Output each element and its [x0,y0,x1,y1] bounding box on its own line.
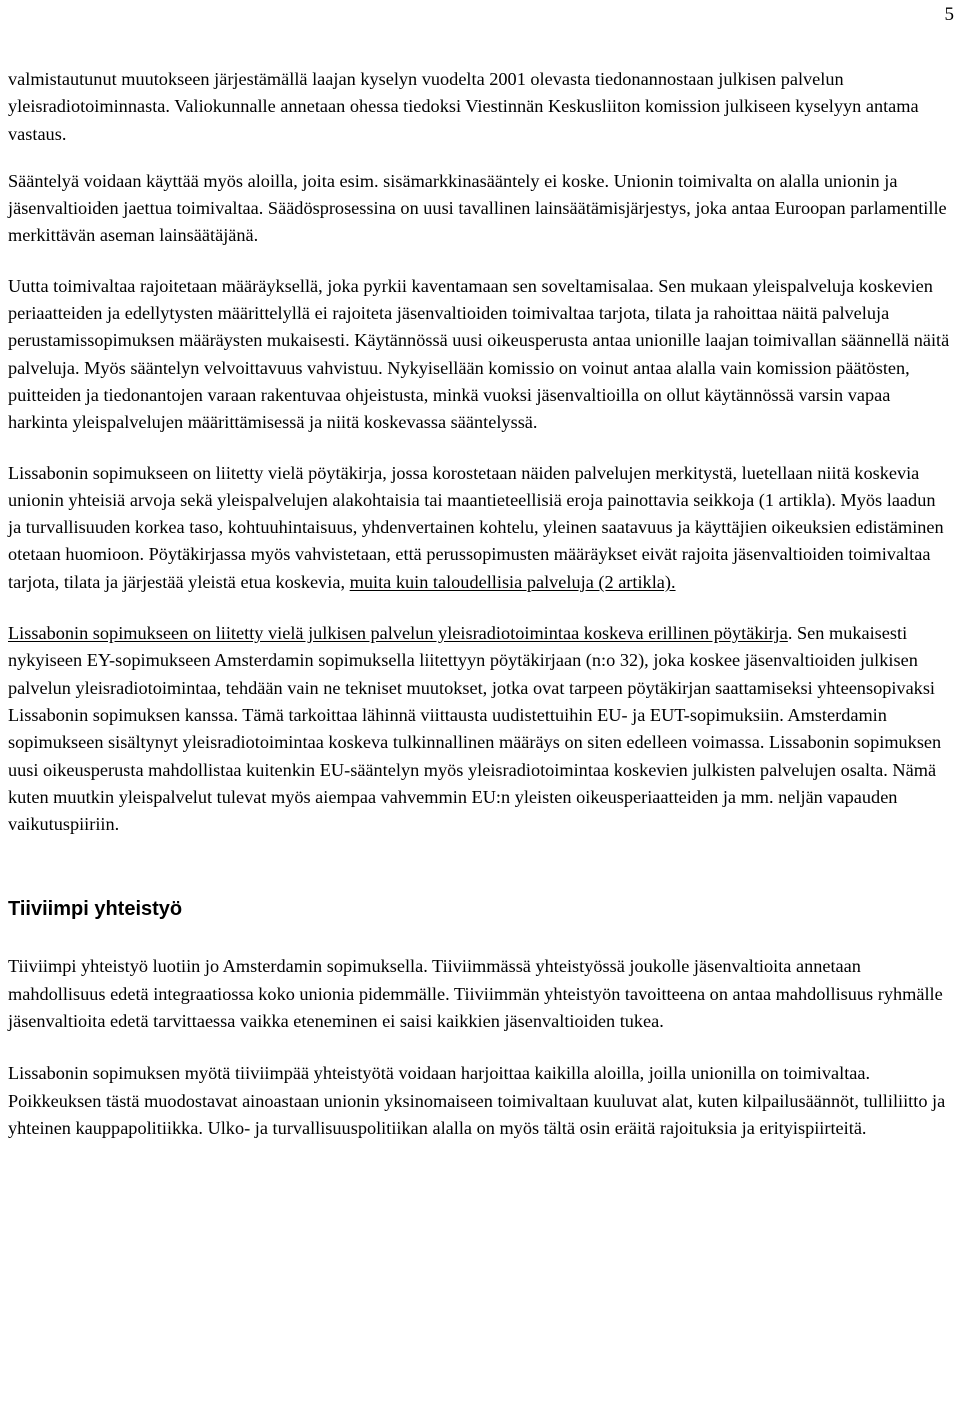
paragraph-broadcasting-protocol [8,620,950,838]
paragraph-new-competence-limits: Uutta toimivaltaa rajoitetaan määräyksellä, joka pyrkii kaventamaan sen soveltamisalaa. Sen mukaan yleispalveluja koskevien periaatteiden ja edellytysten määrittelyllä ei rajoiteta jäsenvaltioiden toimivaltaa tarjota, tilata ja rahoittaa näitä palveluja perustamissopimuksen määräysten mukaisesti. Käytännössä uusi oikeusperusta antaa unionille laajan toimivallan säännellä näitä palveluja. Myös sääntelyn velvoittavuus vahvistuu. Nykyisellään komissio on voinut antaa alalla vain komission päätösten, puitteiden ja tiedonantojen varaan rakentuvaa ohjeistusta, minkä vuoksi jäsenvaltioilla on ollut käytännössä varsin vapaa harkinta yleispalvelujen määrittämisessä ja niitä koskevassa sääntelyssä. [8,275,950,433]
paragraph-broadcasting-protocol-text: . Sen mukaisesti nykyiseen EY-sopimukseen Amsterdamin sopimuksella liitettyyn pöytäkirjaan (n:o 32), joka koskee jäsenvaltioiden julkisen palvelun yleisradiotoimintaa, tehdään vain ne tekniset muutokset, jotka ovat tarpeen pöytäkirjan saattamiseksi yhteensopivaksi Lissabonin sopimuksen kanssa. Tämä tarkoittaa lähinnä viittausta uudistettuihin EU- ja EUT-sopimuksiin. Amsterdamin sopimukseen sisältynyt yleisradiotoimintaa koskeva tulkinnallinen määräys on siten edelleen voimassa. Lissabonin sopimuksen uusi oikeusperusta mahdollistaa kuitenkin EU-sääntelyn myös yleisradiotoimintaa koskevien julkisten palvelujen osalta. Nämä kuten muutkin yleispalvelut tulevat myös aiempaa vahvemmin EU:n yleisten oikeusperiaatteiden ja mm. neljän vapauden vaikutuspiiriin. [8,623,942,835]
paragraph-protocol-services-text: Lissabonin sopimukseen on liitetty vielä pöytäkirja, jossa korostetaan näiden palvelujen merkitystä, luetellaan niitä koskevia unionin yhteisiä arvoja sekä yleispalvelujen alakohtaisia tai maantieteellisiä eroja painottavia seikkoja (1 artikla). Myös laadun ja turvallisuuden korkea taso, kohtuuhintaisuus, yhdenvertainen kohtelu, yleinen saatavuus ja käyttäjien oikeuksien edistäminen otetaan huomioon. Pöytäkirjassa myös vahvistetaan, että perussopimusten määräykset eivät rajoita jäsenvaltioiden toimivaltaa tarjota, tilata ja järjestää yleistä etua koskevia, [8,462,944,592]
paragraph-protocol-services [8,460,950,596]
page-number: 5 [944,4,954,25]
paragraph-enhanced-cooperation: Tiiviimpi yhteistyö luotiin jo Amsterdamin sopimuksella. Tiiviimmässä yhteistyössä joukolle jäsenvaltioita annetaan mahdollisuus edetä integraatiossa koko unionia pidemmälle. Tiiviimmän yhteistyön tavoitteena on antaa mahdollisuus ryhmälle jäsenvaltioita edetä tarvittaessa vaikka eteneminen ei saisi kaikkien jäsenvaltioiden tukea. [8,956,943,1032]
document-body [8,66,950,1164]
underlined-non-economic-services: muita kuin taloudellisia palveluja (2 artikla). [349,571,676,592]
section-heading: Tiiviimpi yhteistyö [8,898,183,921]
paragraph-lisbon-cooperation: Lissabonin sopimuksen myötä tiiviimpää yhteistyötä voidaan harjoittaa kaikilla aloilla, joilla unionilla on toimivaltaa. Poikkeuksen tästä muodostavat ainoastaan unionin yksinomaiseen toimivaltaan kuuluvat alat, kuten kilpailusäännöt, tulliliitto ja yhteinen kauppapolitiikka. Ulko- ja turvallisuuspolitiikan alalla on myös tältä osin eräitä rajoituksia ja erityispiirteitä. [8,1063,946,1138]
paragraph-consultation: valmistautunut muutokseen järjestämällä laajan kyselyn vuodelta 2001 olevasta tiedonannostaan julkisen palvelun yleisradiotoiminnasta. Valiokunnalle annetaan ohessa tiedoksi Viestinnän Keskusliiton komission julkiseen kyselyyn antama vastaus. [8,69,919,144]
underlined-broadcasting-protocol: Lissabonin sopimukseen on liitetty vielä julkisen palvelun yleisradiotoimintaa koskeva erillinen pöytäkirja [8,623,788,644]
paragraph-regulation-competence: Sääntelyä voidaan käyttää myös aloilla, joita esim. sisämarkkinasääntely ei koske. Unionin toimivalta on alalla unionin ja jäsenvaltioiden jaettua toimivaltaa. Säädösprosessina on uusi tavallinen lainsäätämisjärjestys, joka antaa Euroopan parlamentille merkittävän aseman lainsäätäjänä. [8,170,947,246]
